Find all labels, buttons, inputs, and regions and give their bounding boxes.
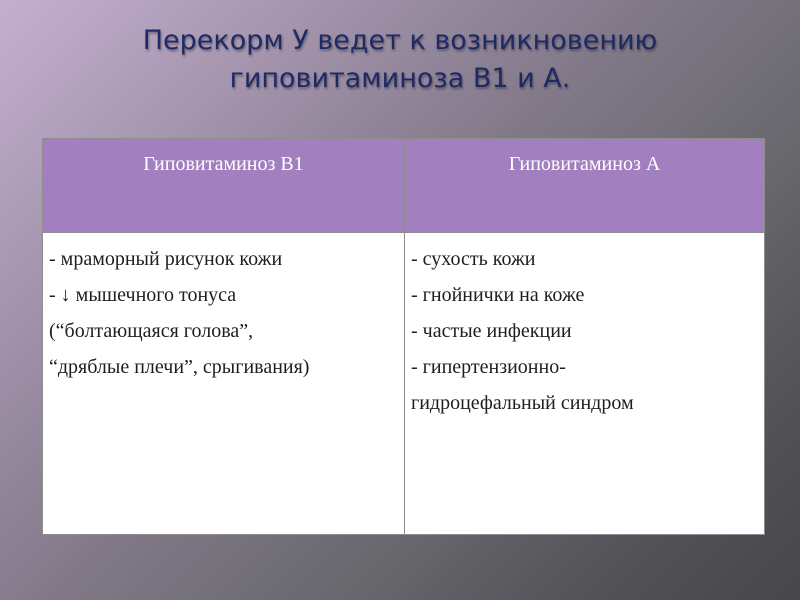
list-item: (“болтающаяся голова”, <box>49 320 254 342</box>
list-item: - гипертензионно- <box>411 356 566 378</box>
header-vitamin-a: Гиповитаминоз А <box>405 139 765 233</box>
slide-title-line-1: Перекорм У ведет к возникновению <box>142 25 658 56</box>
list-item: “дряблые плечи”, срыгивания) <box>49 356 310 378</box>
list-item: - гнойнички на коже <box>411 284 585 306</box>
list-item: - мраморный рисунок кожи <box>49 248 283 270</box>
table-row <box>43 233 765 535</box>
list-item: - ↓ мышечного тонуса <box>49 284 237 306</box>
list-item: гидроцефальный синдром <box>411 392 634 414</box>
slide-title <box>0 22 800 98</box>
list-item: - частые инфекции <box>411 320 572 342</box>
cell-a-symptoms <box>405 233 765 535</box>
vitamin-deficiency-table <box>42 138 765 535</box>
header-vitamin-b1: Гиповитаминоз В1 <box>43 139 405 233</box>
slide-title-line-2: гиповитаминоза В1 и А. <box>229 63 571 94</box>
cell-b1-symptoms <box>43 233 405 535</box>
list-item: - сухость кожи <box>411 248 536 270</box>
table-header-row <box>43 139 765 233</box>
